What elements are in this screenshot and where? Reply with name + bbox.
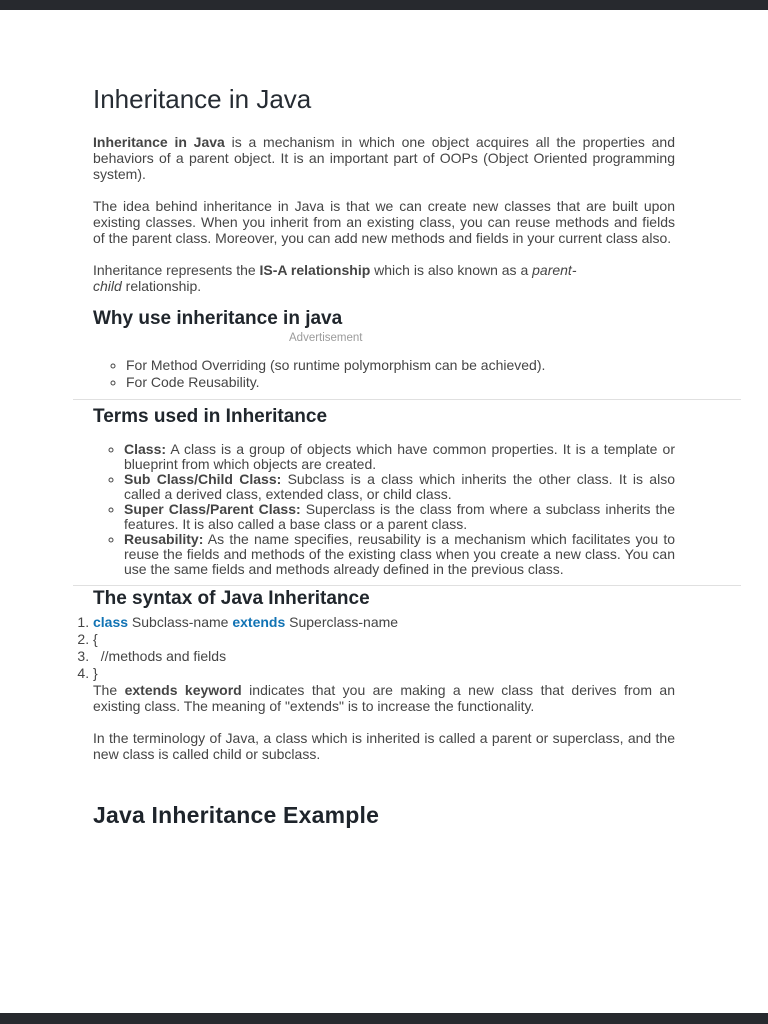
viewer-chrome-bottom <box>0 1013 768 1024</box>
list-item: ◦ Class: A class is a group of objects which have common properties. It is a template or blueprint from which objects are created. <box>124 442 675 472</box>
paragraph-idea: The idea behind inheritance in Java is that we can create new classes that are built upon existing classes. When you inherit from an existing class, you can reuse methods and fields of the parent class. Moreover, you can add new methods and fields in your current class also. <box>93 198 675 246</box>
paragraph-intro: Inheritance in Java is a mechanism in which one object acquires all the properties and behaviors of a parent object. It is an important part of OOPs (Object Oriented programming system). <box>93 134 675 182</box>
list-item: ◦ Super Class/Parent Class: Superclass is the class from where a subclass inherits the features. It is also called a base class or a parent class. <box>124 502 675 532</box>
code-line: 2. { <box>93 631 675 648</box>
section-heading-syntax: The syntax of Java Inheritance <box>93 588 370 609</box>
section-heading-why-use-inheritance: Why use inheritance in java <box>93 308 343 329</box>
code-line: 1. class Subclass-name extends Superclass-name <box>93 614 675 631</box>
list-item: ◦ For Method Overriding (so runtime polymorphism can be achieved). <box>126 357 675 374</box>
divider <box>73 399 741 400</box>
code-line: 3. //methods and fields <box>93 648 675 665</box>
page-title: Inheritance in Java <box>93 84 312 114</box>
list-item: ◦ Sub Class/Child Class: Subclass is a class which inherits the other class. It is also called a derived class, extended class, or child class. <box>124 472 675 502</box>
syntax-code-block <box>93 614 675 682</box>
section-heading-terms: Terms used in Inheritance <box>93 406 328 427</box>
paragraph-isa-relationship: Inheritance represents the IS-A relationship which is also known as a parent- child relationship. <box>93 262 577 294</box>
paragraph-terminology: In the terminology of Java, a class which is inherited is called a parent or superclass, and the new class is called child or subclass. <box>93 730 675 762</box>
section-heading-java-inheritance-example: Java Inheritance Example <box>93 802 380 828</box>
why-bullet-list <box>93 357 675 391</box>
divider <box>73 585 741 586</box>
code-line: 4. } <box>93 665 675 682</box>
document-content <box>93 0 675 830</box>
list-item: ◦ For Code Reusability. <box>126 374 675 391</box>
paragraph-extends-keyword: The extends keyword indicates that you are making a new class that derives from an existing class. The meaning of "extends" is to increase the functionality. <box>93 682 676 714</box>
list-item: ◦ Reusability: As the name specifies, reusability is a mechanism which facilitates you to reuse the fields and methods of the existing class when you create a new class. You can use the same fields and methods already defined in the previous class. <box>124 532 675 577</box>
terms-bullet-list <box>93 442 675 577</box>
advertisement-label: Advertisement <box>289 332 363 344</box>
